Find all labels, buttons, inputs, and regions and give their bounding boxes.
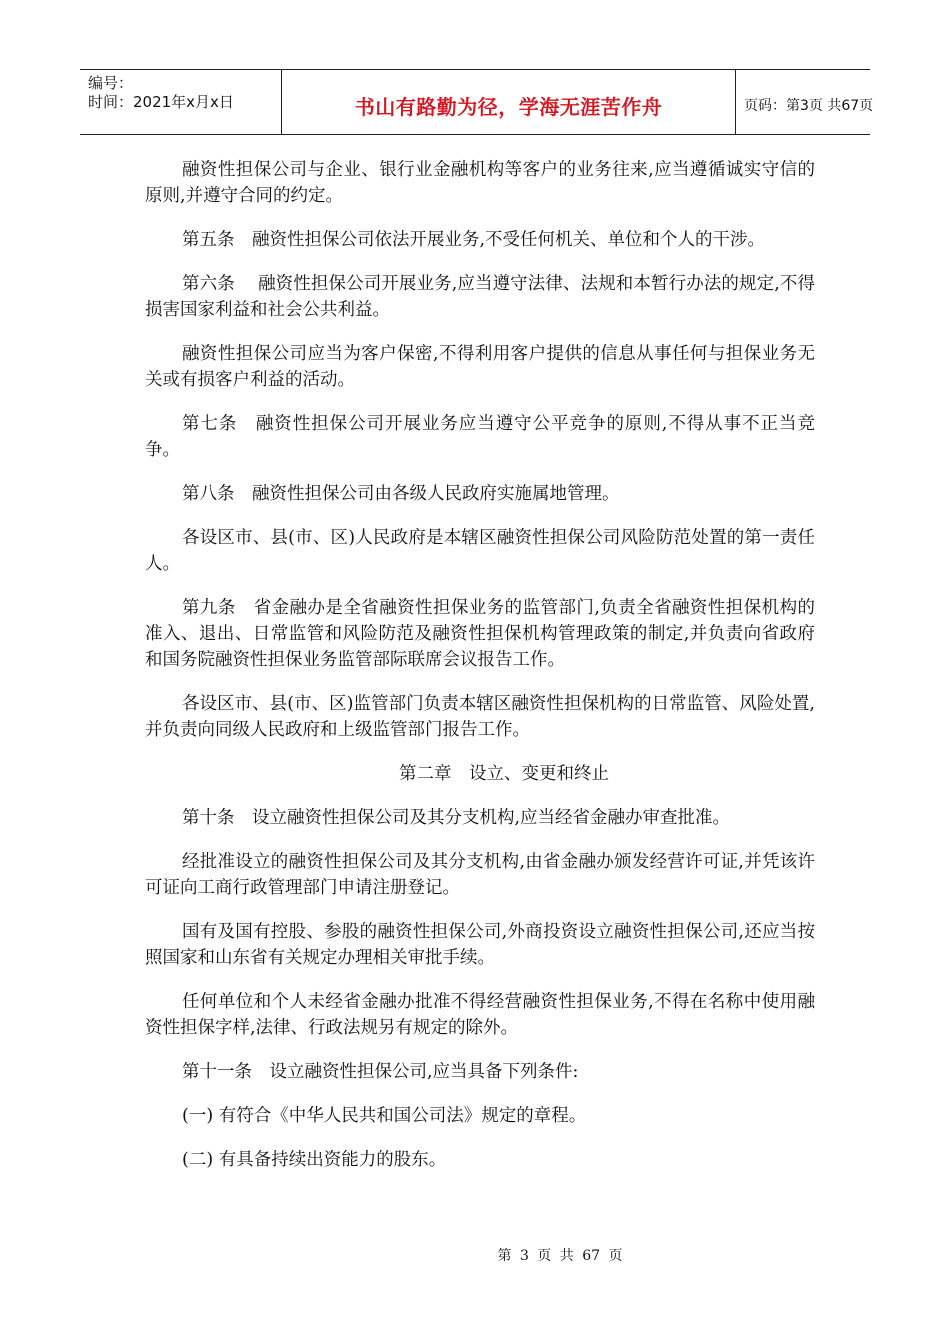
header-meta	[80, 70, 282, 134]
article-9: 第九条 省金融办是全省融资性担保业务的监管部门,负责全省融资性担保机构的准入、退出、日常监管和风险防范及融资性担保机构管理政策的制定,并负责向省政府和国务院融资性担保业务监管部际联席会议报告工作。	[145, 598, 815, 670]
paragraph: 经批准设立的融资性担保公司及其分支机构,由省金融办颁发经营许可证,并凭该许可证向工商行政管理部门申请注册登记。	[145, 852, 815, 898]
list-item: (二) 有具备持续出资能力的股东。	[182, 1150, 447, 1170]
header-motto-cell	[282, 70, 736, 134]
article-8: 第八条 融资性担保公司由各级人民政府实施属地管理。	[182, 484, 620, 504]
header-page-cell	[736, 70, 874, 134]
paragraph: 融资性担保公司应当为客户保密,不得利用客户提供的信息从事任何与担保业务无关或有损客户利益的活动。	[145, 344, 815, 390]
document-date-label: 时间：2021年x月x日	[88, 93, 234, 111]
paragraph: 任何单位和个人未经省金融办批准不得经营融资性担保业务,不得在名称中使用融资性担保字样,法律、行政法规另有规定的除外。	[145, 992, 815, 1038]
header-motto: 书山有路勤为径，学海无涯苦作舟	[354, 94, 663, 119]
paragraph: 各设区市、县(市、区)人民政府是本辖区融资性担保公司风险防范处置的第一责任人。	[145, 528, 815, 574]
document-number-label: 编号：	[88, 74, 134, 92]
article-10: 第十条 设立融资性担保公司及其分支机构,应当经省金融办审查批准。	[182, 808, 731, 828]
article-5: 第五条 融资性担保公司依法开展业务,不受任何机关、单位和个人的干涉。	[182, 230, 766, 250]
header-page-number: 页码：第3页 共67页	[744, 98, 874, 114]
article-7: 第七条 融资性担保公司开展业务应当遵守公平竞争的原则,不得从事不正当竞争。	[145, 414, 815, 460]
paragraph: 国有及国有控股、参股的融资性担保公司,外商投资设立融资性担保公司,还应当按照国家和山东省有关规定办理相关审批手续。	[145, 922, 815, 968]
document-body	[145, 157, 815, 1191]
paragraph: 各设区市、县(市、区)监管部门负责本辖区融资性担保机构的日常监管、风险处置,并负责向同级人民政府和上级监管部门报告工作。	[145, 694, 815, 740]
page-footer: 第 3 页 共 67 页	[497, 1248, 623, 1264]
list-item: (一) 有符合《中华人民共和国公司法》规定的章程。	[182, 1106, 587, 1126]
article-11: 第十一条 设立融资性担保公司,应当具备下列条件:	[182, 1062, 579, 1082]
paragraph: 融资性担保公司与企业、银行业金融机构等客户的业务往来,应当遵循诚实守信的原则,并遵守合同的约定。	[145, 160, 815, 206]
chapter-heading: 第二章 设立、变更和终止	[399, 764, 609, 784]
page-header	[80, 69, 874, 135]
article-6: 第六条 融资性担保公司开展业务,应当遵守法律、法规和本暂行办法的规定,不得损害国家利益和社会公共利益。	[145, 274, 815, 320]
